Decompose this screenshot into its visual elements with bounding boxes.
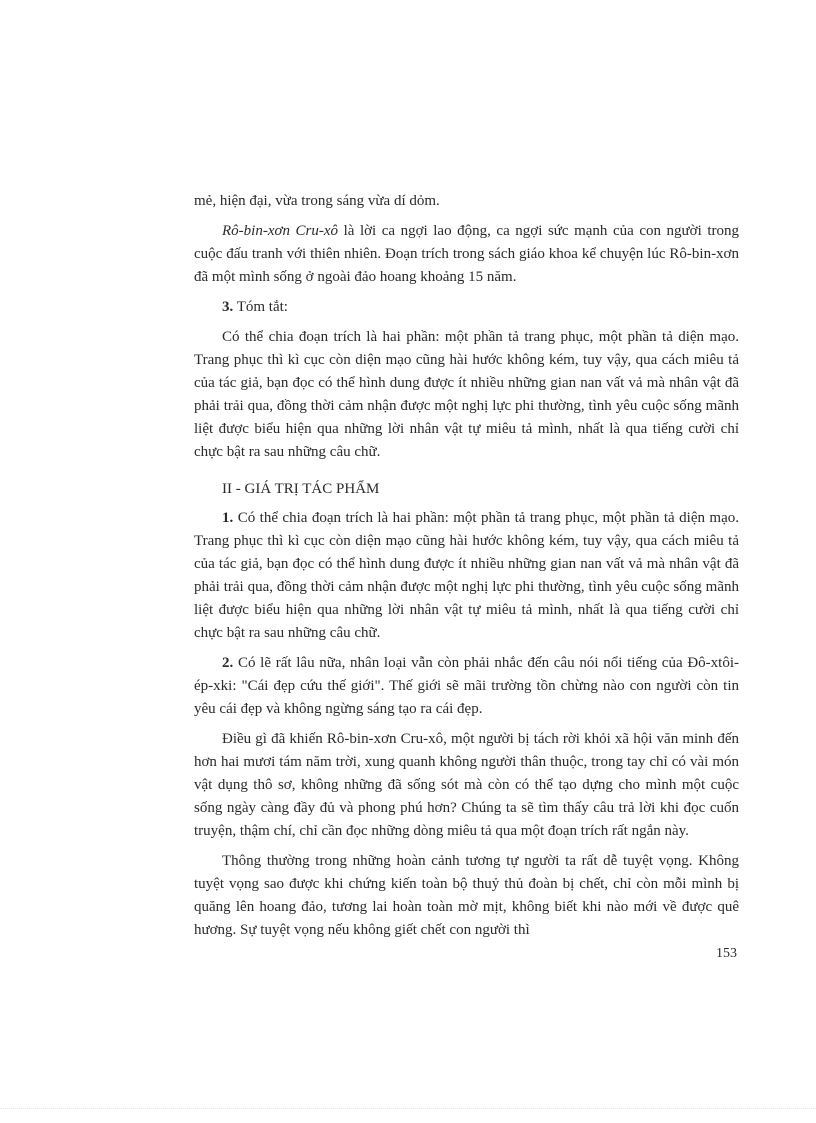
paragraph-text: Có thể chia đoạn trích là hai phần: một phần tả trang phục, một phần tả diện mạo. Trang phục thì kì cục còn diện mạo cũng hài hước không kém, tuy vậy, qua cách miêu tả của tác giả, bạn đọc có thể hình dung được ít nhiều những gian nan vất vả mà nhân vật đã phải trải qua, đồng thời cảm nhận được một nghị lực phi thường, tình yêu cuộc sống mãnh liệt được biểu hiện qua những lời nhân vật tự miêu tả mình, nhất là qua tiếng cười chỉ chực bật ra sau những câu chữ. — [194, 329, 739, 460]
paragraph — [194, 190, 739, 213]
paragraph-text: Thông thường trong những hoàn cảnh tương tự người ta rất dễ tuyệt vọng. Không tuyệt vọng sao được khi chứng kiến toàn bộ thuỷ thủ đoàn bị chết, chỉ còn mỗi mình bị quăng lên hoang đảo, tương lai hoàn toàn mờ mịt, không biết khi nào mới về được quê hương. Sự tuyệt vọng nếu không giết chết con người thì — [194, 853, 739, 938]
section-heading: II - GIÁ TRỊ TÁC PHẨM — [222, 481, 380, 497]
section-number: 2. — [222, 655, 234, 671]
paragraph — [194, 326, 739, 464]
page-body — [194, 190, 739, 949]
paragraph — [194, 850, 739, 942]
section-number: 1. — [222, 510, 234, 526]
bottom-divider — [0, 1108, 816, 1109]
paragraph-text: là lời ca ngợi lao động, ca ngợi sức mạnh của con người trong cuộc đấu tranh với thiên nhiên. Đoạn trích trong sách giáo khoa kể chuyện lúc Rô-bin-xơn đã một mình sống ở ngoài đảo hoang khoảng 15 năm. — [194, 223, 739, 285]
paragraph — [194, 652, 739, 721]
paragraph-text: mẻ, hiện đại, vừa trong sáng vừa dí dỏm. — [194, 193, 440, 209]
paragraph-text: Điều gì đã khiến Rô-bin-xơn Cru-xô, một người bị tách rời khỏi xã hội văn minh đến hơn hai mươi tám năm trời, xung quanh không người thân thuộc, trong tay chỉ có vài món vật dụng thô sơ, không những đã sống sót mà còn có thể tạo dựng cho mình một cuộc sống ngày càng đầy đủ và phong phú hơn? Chúng ta sẽ tìm thấy câu trả lời khi đọc cuốn truyện, thậm chí, chỉ cần đọc những dòng miêu tả qua một đoạn trích rất ngắn này. — [194, 731, 739, 839]
paragraph — [194, 728, 739, 843]
section-number: 3. — [222, 299, 234, 315]
paragraph — [194, 220, 739, 289]
paragraph-text: Có thể chia đoạn trích là hai phần: một phần tả trang phục, một phần tả diện mạo. Trang phục thì kì cục còn diện mạo cũng hài hước không kém, tuy vậy, qua cách miêu tả của tác giả, bạn đọc có thể hình dung được ít nhiều những gian nan vất vả mà nhân vật đã phải trải qua, đồng thời cảm nhận được một nghị lực phi thường, tình yêu cuộc sống mãnh liệt được biểu hiện qua những lời nhân vật tự miêu tả mình, nhất là qua tiếng cười chỉ chực bật ra sau những câu chữ. — [194, 510, 739, 641]
paragraph-text: Tóm tắt: — [233, 299, 288, 315]
paragraph — [194, 296, 739, 319]
book-title: Rô-bin-xơn Cru-xô — [222, 223, 339, 239]
paragraph — [194, 507, 739, 645]
page-number: 153 — [716, 946, 737, 961]
paragraph-text: Có lẽ rất lâu nữa, nhân loại vẫn còn phải nhắc đến câu nói nổi tiếng của Đô-xtôi-ép-xki: "Cái đẹp cứu thế giới". Thế giới sẽ mãi trường tồn chừng nào con người còn tin yêu cái đẹp và không ngừng sáng tạo ra cái đẹp. — [194, 655, 739, 717]
